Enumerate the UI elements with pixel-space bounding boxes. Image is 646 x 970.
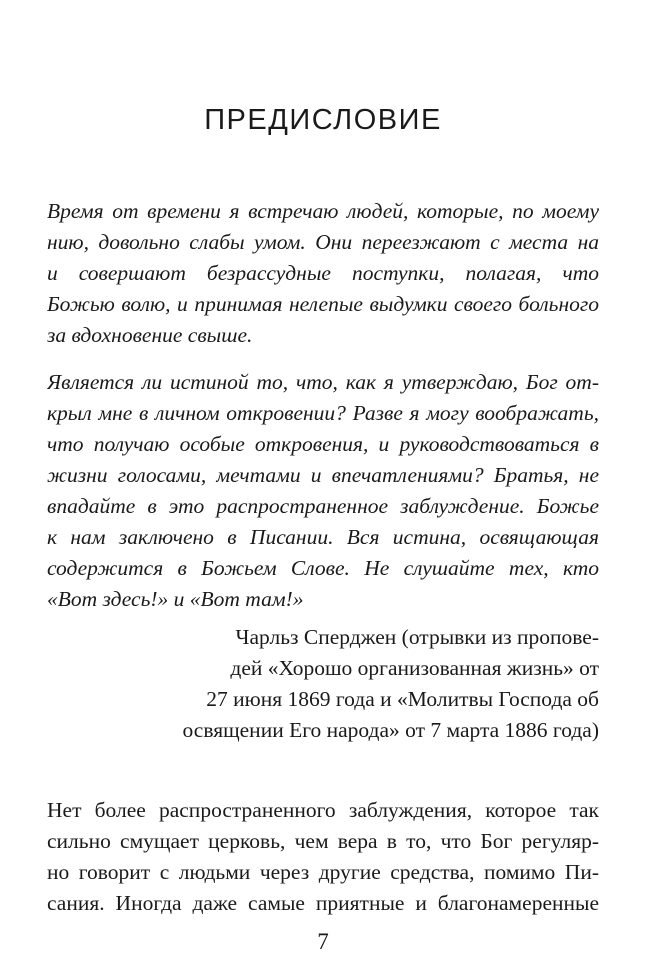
attribution-line: Чарльз Сперджен (отрывки из пропове-: [235, 625, 599, 649]
epigraph-line: крыл мне в личном откровении? Разве я могу воображать,: [47, 401, 599, 425]
epigraph-line: Время от времени я встречаю людей, которые, по моему: [47, 199, 599, 223]
epigraph-line: Является ли истиной то, что, как я утверждаю, Бог от-: [47, 370, 599, 394]
epigraph-line: впадайте в это распространенное заблуждение. Божье: [47, 494, 599, 518]
attribution-line: дей «Хорошо организованная жизнь» от: [230, 656, 599, 680]
epigraph-line: за вдохновение свыше.: [47, 323, 253, 347]
epigraph-line: содержится в Божьем Слове. Не слушайте тех, кто: [47, 556, 599, 580]
body-paragraph: [47, 795, 599, 919]
epigraph-paragraph-1: [47, 196, 599, 351]
epigraph-line: нию, довольно слабы умом. Они переезжают с места на: [47, 230, 599, 254]
attribution-line: 27 июня 1869 года и «Молитвы Господа об: [206, 687, 599, 711]
chapter-title: ПРЕДИСЛОВИЕ: [204, 104, 442, 136]
epigraph-paragraph-2: [47, 367, 599, 615]
epigraph-line: и совершают безрассудные поступки, полагая, что: [47, 261, 599, 285]
body-line: Нет более распространенного заблуждения, которое так: [47, 798, 599, 822]
epigraph-attribution: [179, 622, 599, 746]
body-line: но говорит с людьми через другие средства, помимо Пи-: [47, 860, 599, 884]
epigraph-line: что получаю особые откровения, и руководствоваться в: [47, 432, 599, 456]
page-number: 7: [317, 929, 329, 954]
body-line: сильно смущает церковь, чем вера в то, что Бог регуляр-: [47, 829, 599, 853]
epigraph-line: к нам заключено в Писании. Вся истина, освящающая: [47, 525, 599, 549]
attribution-line: освящении Его народа» от 7 марта 1886 года): [182, 718, 599, 742]
epigraph-line: Божью волю, и принимая нелепые выдумки своего больного: [47, 292, 599, 316]
epigraph-line: жизни голосами, мечтами и впечатлениями? Братья, не: [47, 463, 599, 487]
body-line: сания. Иногда даже самые приятные и благонамеренные: [47, 891, 599, 915]
epigraph-line: «Вот здесь!» и «Вот там!»: [47, 587, 304, 611]
